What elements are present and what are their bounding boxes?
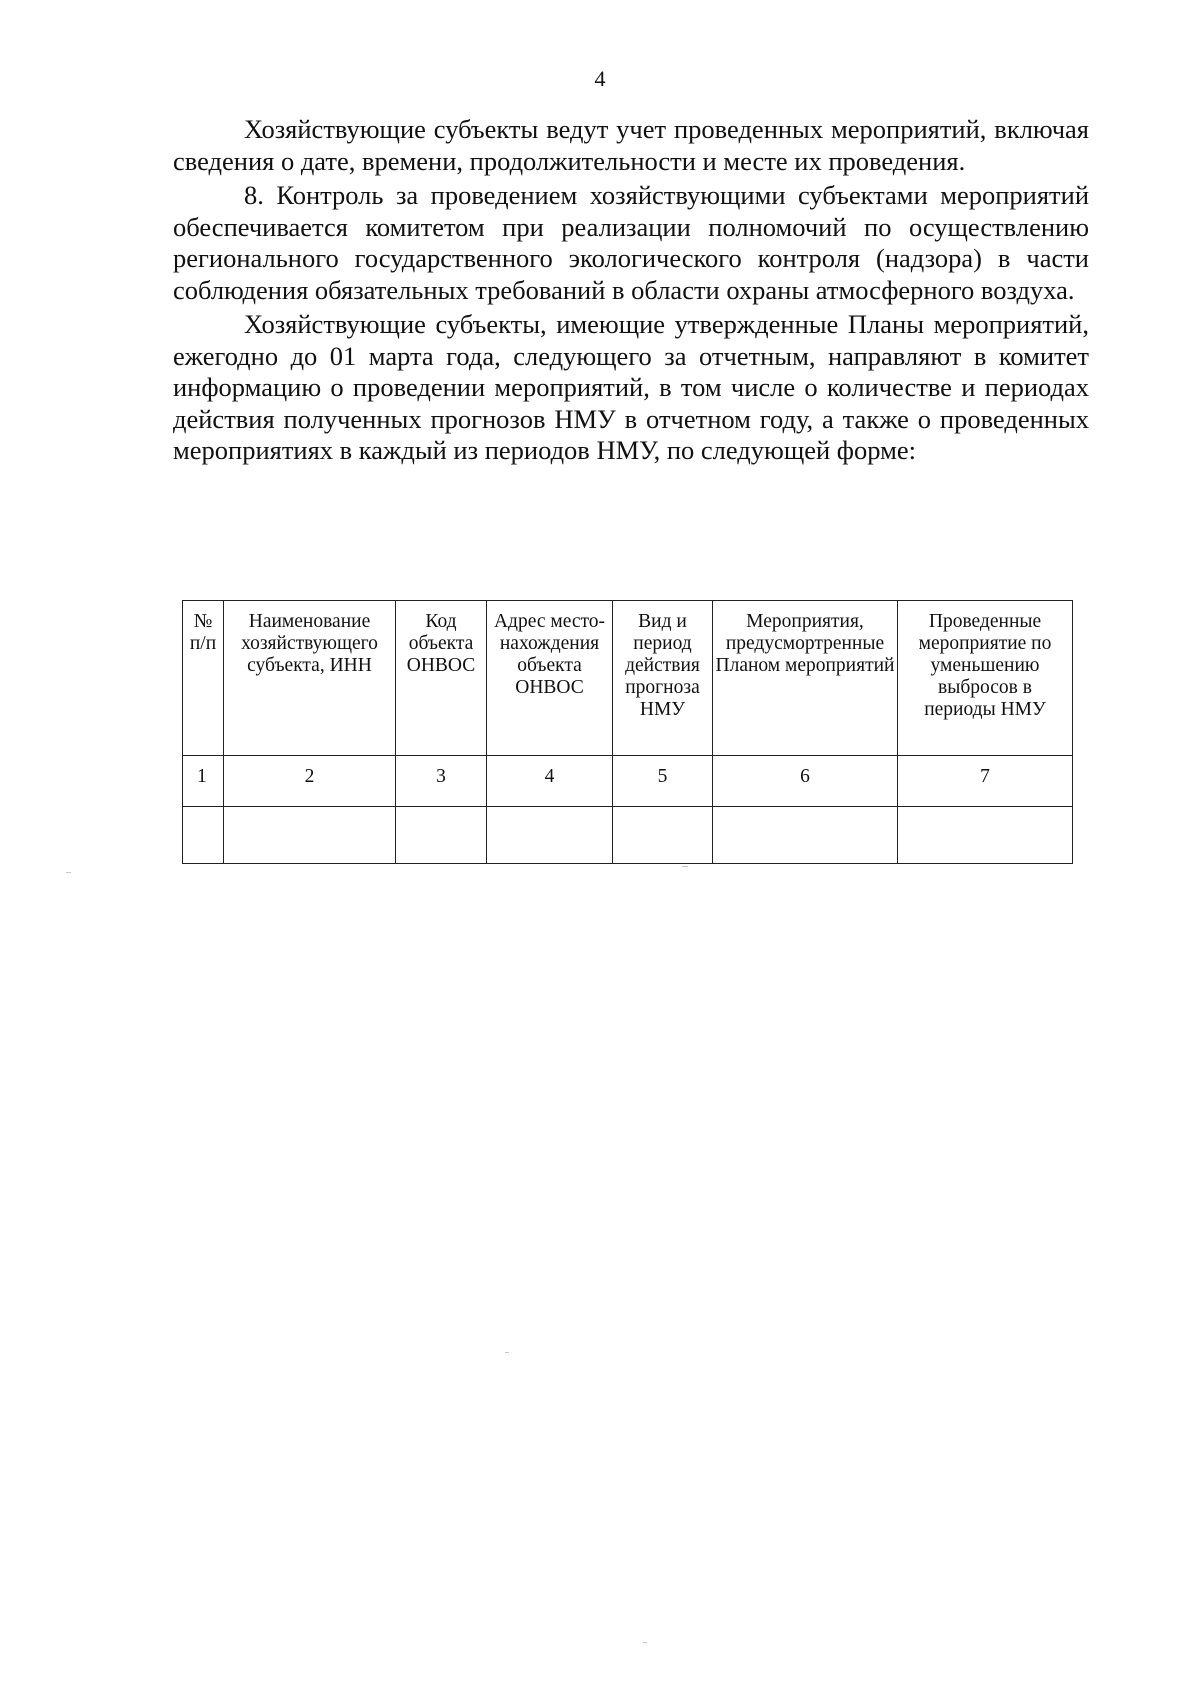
reporting-form-table bbox=[182, 600, 1073, 864]
column-number-cell: 3 bbox=[396, 756, 487, 807]
paragraph-record-keeping: Хозяйствующие субъекты ведут учет проведенных мероприятий, включая сведения о дате, времени, продолжительности и месте их проведения. bbox=[173, 114, 1089, 176]
header-cell-forecast-type: Вид и период действия прогноза НМУ bbox=[613, 601, 713, 756]
empty-cell bbox=[487, 807, 613, 864]
paragraph-reporting-requirement: Хозяйствующие субъекты, имеющие утвержденные Планы мероприятий, ежегодно до 01 марта года, следующего за отчетным, направляют в комитет информацию о проведении мероприятий, в том числе о количестве и периодах действия полученных прогнозов НМУ в отчетном году, а также о проведенных мероприятиях в каждый из периодов НМУ, по следующей форме: bbox=[173, 309, 1089, 465]
scan-speck bbox=[505, 1352, 509, 1353]
column-number-cell: 1 bbox=[183, 756, 224, 807]
body-text bbox=[173, 114, 1089, 470]
column-number-cell: 2 bbox=[224, 756, 396, 807]
header-cell-address: Адрес место- нахождения объекта ОНВОС bbox=[487, 601, 613, 756]
column-number-cell: 4 bbox=[487, 756, 613, 807]
column-number-row bbox=[183, 756, 1073, 807]
header-cell-object-code: Код объекта ОНВОС bbox=[396, 601, 487, 756]
header-cell-performed-measures: Проведенные мероприятие по уменьшению выбросов в периоды НМУ bbox=[898, 601, 1073, 756]
scan-speck bbox=[66, 872, 71, 873]
table-header-row bbox=[183, 601, 1073, 756]
empty-cell bbox=[898, 807, 1073, 864]
column-number-cell: 5 bbox=[613, 756, 713, 807]
empty-cell bbox=[613, 807, 713, 864]
column-number-cell: 7 bbox=[898, 756, 1073, 807]
paragraph-control-clause-8: 8. Контроль за проведением хозяйствующими субъектами мероприятий обеспечивается комитетом при реализации полномочий по осуществлению регионального государственного экологического контроля (надзора) в части соблюдения обязательных требований в области охраны атмосферного воздуха. bbox=[173, 180, 1089, 305]
header-cell-planned-measures: Мероприятия, предусмортренные Планом мероприятий bbox=[713, 601, 898, 756]
column-number-cell: 6 bbox=[713, 756, 898, 807]
empty-cell bbox=[183, 807, 224, 864]
page-number: 4 bbox=[594, 66, 606, 91]
empty-data-row bbox=[183, 807, 1073, 864]
empty-cell bbox=[713, 807, 898, 864]
empty-cell bbox=[396, 807, 487, 864]
empty-cell bbox=[224, 807, 396, 864]
header-cell-entity-name: Наименование хозяйствующего субъекта, ИНН bbox=[224, 601, 396, 756]
scan-speck bbox=[682, 866, 688, 867]
header-cell-number: № п/п bbox=[183, 601, 224, 756]
scan-speck bbox=[643, 1642, 647, 1643]
